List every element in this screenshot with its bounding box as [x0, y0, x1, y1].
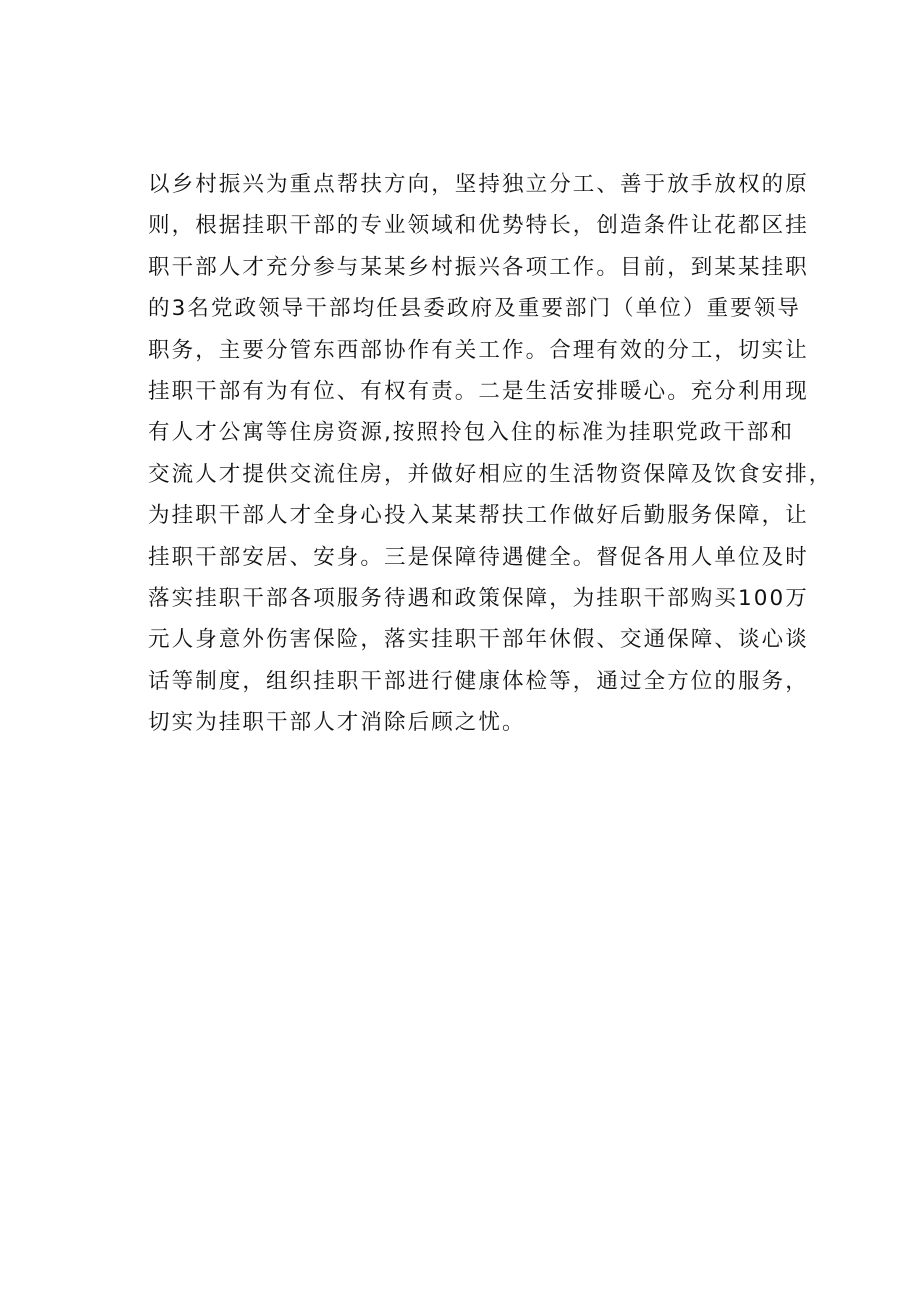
- body-paragraph: [148, 164, 833, 743]
- text-line: 元人身意外伤害保险，落实挂职干部年休假、交通保障、谈心谈: [148, 627, 809, 653]
- text-line: 话等制度，组织挂职干部进行健康体检等，通过全方位的服务，: [148, 668, 809, 694]
- text-line: 切实为挂职干部人才消除后顾之忧。: [148, 710, 526, 736]
- text-line: 挂职干部有为有位、有权有责。二是生活安排暖心。充分利用现: [148, 378, 809, 404]
- text-line: 则，根据挂职干部的专业领域和优势特长，创造条件让花都区挂: [148, 213, 809, 239]
- text-line: 职干部人才充分参与某某乡村振兴各项工作。目前，到某某挂职: [148, 254, 809, 280]
- text-line: 有人才公寓等住房资源,按照拎包入住的标准为挂职党政干部和: [148, 420, 795, 446]
- text-line: 以乡村振兴为重点帮扶方向，坚持独立分工、善于放手放权的原: [148, 172, 809, 197]
- text-line: 为挂职干部人才全身心投入某某帮扶工作做好后勤服务保障，让: [148, 503, 809, 529]
- text-line: 职务，主要分管东西部协作有关工作。合理有效的分工，切实让: [148, 337, 809, 363]
- text-line: 交流人才提供交流住房，并做好相应的生活物资保障及饮食安排，: [148, 461, 833, 487]
- text-line: 挂职干部安居、安身。三是保障待遇健全。督促各用人单位及时: [148, 544, 809, 570]
- text-line: 的3名党政领导干部均任县委政府及重要部门（单位）重要领导: [148, 296, 801, 322]
- text-line: 落实挂职干部各项服务待遇和政策保障，为挂职干部购买100万: [148, 585, 809, 611]
